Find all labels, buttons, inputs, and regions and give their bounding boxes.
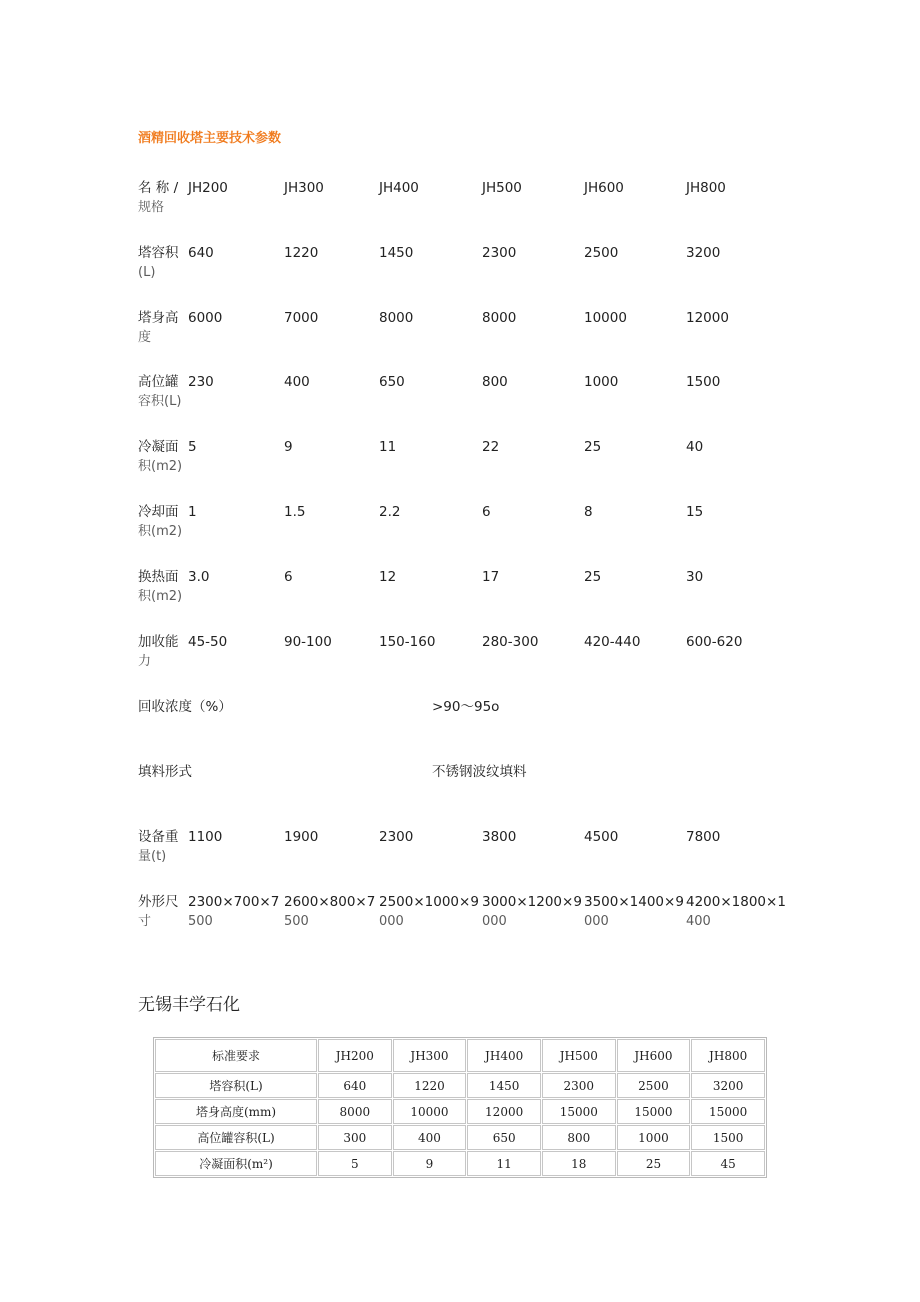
spec-cell: 420-440 (584, 634, 641, 650)
spec-cell: 2300 (379, 829, 414, 845)
spec-row-label-overflow: 量(t) (138, 849, 167, 864)
spec-row (138, 244, 798, 280)
spec-row-label: 名 称 / (138, 180, 179, 196)
standard-table-header-cell: JH300 (393, 1039, 467, 1072)
standard-table-cell: 15000 (691, 1099, 765, 1124)
spec-cell-overflow: 500 (284, 914, 309, 929)
spec-row-packing (138, 763, 798, 789)
spec-cell: 3000×1200×9 (482, 894, 582, 910)
spec-cell: 1220 (284, 245, 319, 261)
spec-row-label-overflow: 积(m2) (138, 524, 183, 539)
standard-table-cell: 1220 (393, 1073, 467, 1098)
standard-table-cell: 15000 (617, 1099, 691, 1124)
standard-table-cell: 640 (318, 1073, 392, 1098)
standard-table (153, 1037, 767, 1178)
spec-cell: 3.0 (188, 569, 210, 585)
spec-cell: 22 (482, 439, 500, 455)
spec-row-label: 塔身高 (138, 310, 179, 326)
spec-cell: 25 (584, 569, 602, 585)
standard-table-cell: 塔身高度(mm) (155, 1099, 317, 1124)
spec-cell: 1900 (284, 829, 319, 845)
spec-cell: 6000 (188, 310, 223, 326)
spec-cell: JH600 (584, 180, 624, 196)
spec-cell: 5 (188, 439, 197, 455)
spec-row-label: 加收能 (138, 634, 179, 650)
standard-table-cell: 1000 (617, 1125, 691, 1150)
standard-table-cell: 高位罐容积(L) (155, 1125, 317, 1150)
standard-table-header-cell: JH200 (318, 1039, 392, 1072)
spec-cell: 12 (379, 569, 397, 585)
spec-cell: 25 (584, 439, 602, 455)
spec-cell: 3200 (686, 245, 721, 261)
standard-table-cell: 2300 (542, 1073, 616, 1098)
packing-label: 填料形式 (138, 764, 192, 780)
standard-table-cell: 15000 (542, 1099, 616, 1124)
spec-cell-overflow: 000 (379, 914, 404, 929)
standard-table-cell: 5 (318, 1151, 392, 1176)
spec-cell: 2300×700×7 (188, 894, 280, 910)
standard-table-cell: 300 (318, 1125, 392, 1150)
spec-row-label-overflow: 力 (138, 654, 152, 669)
spec-row-label-overflow: 度 (138, 330, 152, 345)
spec-row-label: 冷却面 (138, 504, 179, 520)
spec-cell: 280-300 (482, 634, 539, 650)
standard-table-row (155, 1151, 765, 1176)
standard-table-row (155, 1073, 765, 1098)
standard-table-cell: 3200 (691, 1073, 765, 1098)
spec-row (138, 893, 798, 929)
spec-cell: 3500×1400×9 (584, 894, 684, 910)
spec-cell: 90-100 (284, 634, 332, 650)
spec-cell: 800 (482, 374, 508, 390)
spec-cell: 1500 (686, 374, 721, 390)
standard-table-header-cell: JH600 (617, 1039, 691, 1072)
standard-table-row (155, 1099, 765, 1124)
concentration-value: >90～95o (432, 699, 500, 715)
standard-table-row (155, 1125, 765, 1150)
spec-cell: 2600×800×7 (284, 894, 376, 910)
spec-cell-overflow: 500 (188, 914, 213, 929)
spec-row-label-overflow: 寸 (138, 914, 152, 929)
standard-table-cell: 9 (393, 1151, 467, 1176)
spec-cell: JH200 (188, 180, 228, 196)
spec-cell: 2500×1000×9 (379, 894, 479, 910)
spec-cell: 600-620 (686, 634, 743, 650)
spec-cell: 1000 (584, 374, 619, 390)
standard-table-header-cell: JH500 (542, 1039, 616, 1072)
spec-row-label: 设备重 (138, 829, 179, 845)
spec-cell: JH500 (482, 180, 522, 196)
spec-cell: 40 (686, 439, 704, 455)
spec-cell: JH300 (284, 180, 324, 196)
spec-cell: 2300 (482, 245, 517, 261)
spec-cell: 3800 (482, 829, 517, 845)
standard-table-cell: 冷凝面积(m²) (155, 1151, 317, 1176)
concentration-label: 回收浓度（%） (138, 699, 232, 715)
standard-table-cell: 650 (467, 1125, 541, 1150)
standard-table-cell: 1500 (691, 1125, 765, 1150)
spec-cell: 400 (284, 374, 310, 390)
spec-cell: 8000 (482, 310, 517, 326)
spec-row-label: 冷凝面 (138, 439, 179, 455)
spec-row-label: 外形尺 (138, 894, 179, 910)
spec-cell-overflow: 000 (482, 914, 507, 929)
spec-cell: 7000 (284, 310, 319, 326)
page-title: 酒精回收塔主要技术参数 (138, 131, 282, 146)
standard-table-cell: 2500 (617, 1073, 691, 1098)
spec-cell: 1100 (188, 829, 223, 845)
spec-cell: 2.2 (379, 504, 401, 520)
standard-table-cell: 11 (467, 1151, 541, 1176)
standard-table-header-cell: JH800 (691, 1039, 765, 1072)
spec-cell: 9 (284, 439, 293, 455)
standard-table-cell: 18 (542, 1151, 616, 1176)
standard-table-cell: 10000 (393, 1099, 467, 1124)
standard-table-cell: 45 (691, 1151, 765, 1176)
spec-cell: 230 (188, 374, 214, 390)
spec-cell: 12000 (686, 310, 729, 326)
spec-cell: 1 (188, 504, 197, 520)
spec-cell-overflow: 400 (686, 914, 711, 929)
standard-table-cell: 8000 (318, 1099, 392, 1124)
spec-cell: 1450 (379, 245, 414, 261)
standard-table-cell: 400 (393, 1125, 467, 1150)
spec-row-label: 高位罐 (138, 374, 179, 390)
standard-table-header-row (155, 1039, 765, 1072)
standard-table-cell: 25 (617, 1151, 691, 1176)
spec-cell: 150-160 (379, 634, 436, 650)
spec-cell: 10000 (584, 310, 627, 326)
spec-cell-overflow: 000 (584, 914, 609, 929)
spec-row-concentration (138, 698, 798, 724)
spec-cell: 45-50 (188, 634, 228, 650)
spec-row-label-overflow: (L) (138, 265, 156, 280)
standard-table-cell: 塔容积(L) (155, 1073, 317, 1098)
spec-cell: JH800 (686, 180, 726, 196)
spec-row (138, 179, 798, 215)
spec-cell: JH400 (379, 180, 419, 196)
spec-cell: 30 (686, 569, 704, 585)
spec-row-label-overflow: 积(m2) (138, 459, 183, 474)
spec-row-label: 塔容积 (138, 245, 179, 261)
standard-table-cell: 12000 (467, 1099, 541, 1124)
spec-cell: 640 (188, 245, 214, 261)
spec-cell: 15 (686, 504, 704, 520)
spec-row-label-overflow: 规格 (138, 200, 165, 215)
spec-row (138, 373, 798, 409)
spec-row (138, 828, 798, 864)
spec-row (138, 568, 798, 604)
spec-cell: 4500 (584, 829, 619, 845)
spec-cell: 2500 (584, 245, 619, 261)
standard-table-cell: 1450 (467, 1073, 541, 1098)
company-name: 无锡丰学石化 (138, 995, 240, 1015)
spec-cell: 11 (379, 439, 397, 455)
spec-cell: 6 (284, 569, 293, 585)
packing-value: 不锈钢波纹填料 (432, 764, 527, 780)
spec-row-label-overflow: 容积(L) (138, 394, 182, 409)
spec-row (138, 438, 798, 474)
spec-cell: 7800 (686, 829, 721, 845)
spec-cell: 6 (482, 504, 491, 520)
spec-cell: 8000 (379, 310, 414, 326)
standard-table-cell: 800 (542, 1125, 616, 1150)
spec-row (138, 309, 798, 345)
standard-table-header-cell: 标准要求 (155, 1039, 317, 1072)
spec-row-label-overflow: 积(m2) (138, 589, 183, 604)
spec-cell: 1.5 (284, 504, 306, 520)
spec-row-label: 换热面 (138, 569, 179, 585)
spec-cell: 8 (584, 504, 593, 520)
spec-cell: 17 (482, 569, 500, 585)
spec-row (138, 503, 798, 539)
standard-table-header-cell: JH400 (467, 1039, 541, 1072)
spec-cell: 650 (379, 374, 405, 390)
spec-cell: 4200×1800×1 (686, 894, 786, 910)
spec-row (138, 633, 798, 669)
